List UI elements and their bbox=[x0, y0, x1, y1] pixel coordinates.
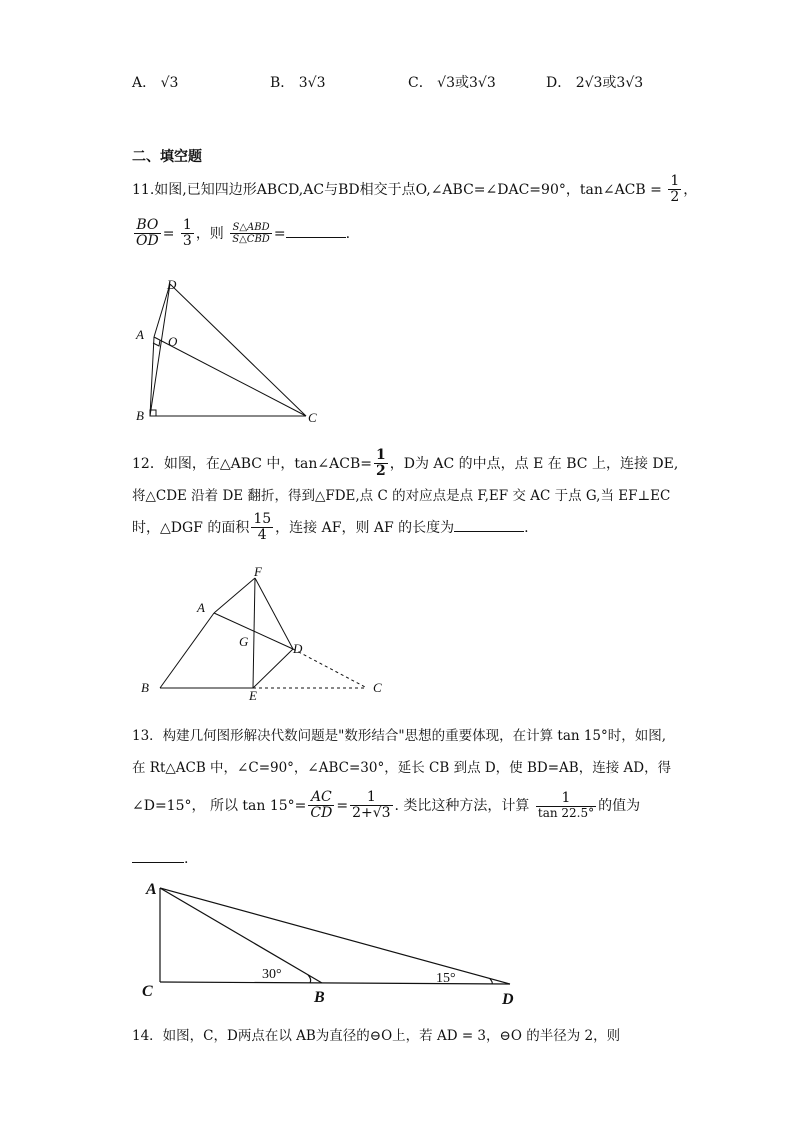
q13-text-a: ∠D=15°， 所以 tan 15°= bbox=[132, 797, 307, 814]
q12-area-fraction bbox=[251, 512, 273, 544]
q12-line2: 将△CDE 沿着 DE 翻折，得到△FDE,点 C 的对应点是点 F,EF 交 AC 于点 G,当 EF⊥EC bbox=[132, 488, 671, 504]
q12-text-a: 12．如图，在△ABC 中，tan∠ACB= bbox=[132, 455, 372, 472]
fig13-angle-30: 30° bbox=[262, 967, 282, 982]
fig13-label-c: C bbox=[142, 983, 153, 1000]
option-c-letter: C． bbox=[408, 75, 433, 91]
fig13-arc-15 bbox=[490, 979, 492, 984]
q12-area-den: 4 bbox=[257, 527, 267, 544]
option-a bbox=[132, 72, 178, 92]
q12-end: . bbox=[524, 519, 529, 536]
q11-od: OD bbox=[136, 233, 159, 250]
q13-line4 bbox=[132, 848, 188, 867]
option-a-value: √3 bbox=[160, 75, 179, 91]
q11-ratio-num: 1 bbox=[182, 217, 192, 233]
fig11-edge-dc bbox=[170, 284, 306, 416]
option-d-letter: D． bbox=[546, 75, 572, 91]
q12-area-num: 15 bbox=[253, 511, 272, 527]
figure-12 bbox=[135, 560, 395, 700]
fig12-label-b: B bbox=[141, 680, 149, 695]
fig13-edge-ab bbox=[160, 888, 322, 983]
figure-11 bbox=[130, 276, 330, 426]
q11-bo-od-fraction bbox=[134, 218, 161, 250]
q12-text-b: ，D为 AC 的中点，点 E 在 BC 上，连接 DE, bbox=[389, 455, 679, 472]
q11-text: 11.如图,已知四边形ABCD,AC与BD相交于点O,∠ABC=∠DAC=90°，tan∠ACB = bbox=[132, 181, 662, 198]
fig11-label-a: A bbox=[136, 327, 144, 342]
q11-ratio-den: 3 bbox=[182, 233, 192, 250]
option-b-value: 3√3 bbox=[298, 75, 326, 91]
q11-tan-fraction bbox=[668, 174, 681, 206]
q12-text-c: 时，△DGF 的面积 bbox=[132, 519, 250, 536]
q13-end: . bbox=[184, 851, 189, 867]
q11-ratio-fraction bbox=[181, 218, 194, 250]
q12-tan-fraction bbox=[374, 448, 388, 480]
q13-target-den: tan 22.5° bbox=[537, 806, 595, 821]
q12-answer-blank[interactable] bbox=[454, 517, 524, 532]
q11-tan-den: 2 bbox=[670, 189, 680, 206]
q13-eq: = bbox=[336, 797, 349, 814]
fig12-edge-af bbox=[214, 578, 255, 613]
q11-line2: $\frac{BO}{OD}$ = $\frac{1}{3}$ ，则 $\frac{\text{S△ABD}}{\text{S△CBD}}$ = . bbox=[136, 217, 351, 250]
fig12-label-f: F bbox=[254, 564, 262, 579]
fig11-label-b: B bbox=[136, 408, 144, 423]
q12-line1 bbox=[132, 448, 678, 480]
q13-ac-cd-fraction bbox=[308, 790, 334, 822]
fig13-label-a: A bbox=[146, 881, 157, 898]
fig11-label-d: D bbox=[167, 277, 177, 292]
fig13-label-b: B bbox=[314, 989, 325, 1006]
q13-target-num: 1 bbox=[536, 791, 596, 807]
q13-text-b: . 类比这种方法，计算 bbox=[394, 797, 530, 814]
q11-s-cbd: S△CBD bbox=[232, 234, 270, 246]
fig13-edge-ad bbox=[160, 888, 510, 984]
q13-two-root3: 2+√3 bbox=[352, 805, 391, 822]
q12-line3 bbox=[132, 512, 529, 544]
q11-line1: 11.如图,已知四边形ABCD,AC与BD相交于点O,∠ABC=∠DAC=90°，tan∠ACB = $\frac{1}{2}$ ， bbox=[132, 173, 698, 206]
option-b-letter: B． bbox=[270, 75, 295, 91]
q13-answer-blank[interactable] bbox=[132, 848, 184, 863]
q11-then: ，则 bbox=[195, 225, 224, 242]
q11-bo: BO bbox=[134, 218, 161, 234]
section-title: 二、填空题 bbox=[132, 149, 202, 165]
q11-end: . bbox=[345, 225, 351, 242]
figure-13 bbox=[138, 874, 528, 1010]
q13-ac: AC bbox=[308, 790, 334, 806]
q11-area-fraction bbox=[230, 222, 272, 245]
fig12-label-c: C bbox=[373, 680, 382, 695]
fig12-edge-fd bbox=[255, 578, 293, 649]
q13-result-fraction bbox=[350, 790, 392, 822]
q12-text-d: ，连接 AF，则 AF 的长度为 bbox=[275, 519, 455, 536]
fig12-edge-fe bbox=[253, 578, 255, 688]
fig11-label-o: O bbox=[168, 334, 178, 349]
q12-tan-num: 1 bbox=[375, 447, 386, 463]
option-b bbox=[270, 72, 326, 92]
option-c bbox=[408, 72, 496, 92]
q12-tan-den: 2 bbox=[375, 463, 386, 480]
option-d-value: 2√3或3√3 bbox=[575, 75, 644, 91]
fig12-label-e: E bbox=[249, 688, 257, 700]
q13-line1: 13．构建几何图形解决代数问题是"数形结合"思想的重要体现，在计算 tan 15°时，如图, bbox=[132, 728, 667, 744]
q13-cd: CD bbox=[310, 805, 333, 822]
fig13-edge-cd bbox=[160, 982, 510, 984]
fig12-label-g: G bbox=[239, 634, 249, 649]
q13-one: 1 bbox=[350, 790, 392, 806]
option-c-value: √3或3√3 bbox=[437, 75, 496, 91]
q13-target-fraction bbox=[536, 791, 596, 821]
fig13-angle-15: 15° bbox=[436, 971, 456, 986]
fig12-edge-de bbox=[253, 649, 293, 688]
fig12-edge-ba bbox=[160, 613, 214, 688]
q13-text-c: 的值为 bbox=[598, 797, 641, 814]
fig13-label-d: D bbox=[502, 991, 514, 1008]
q14-line1: 14．如图，C，D两点在以 AB为直径的⊖O上，若 AD = 3，⊖O 的半径为 2，则 bbox=[132, 1028, 621, 1044]
fig12-label-d: D bbox=[293, 641, 303, 656]
q13-line3 bbox=[132, 790, 640, 822]
q11-tan-num: 1 bbox=[670, 173, 680, 189]
q11-s-abd: S△ABD bbox=[230, 222, 272, 234]
option-d bbox=[546, 72, 643, 92]
option-a-letter: A． bbox=[132, 75, 157, 91]
q11-eq: = bbox=[273, 225, 286, 242]
q13-line2: 在 Rt△ACB 中，∠C=90°，∠ABC=30°，延长 CB 到点 D，使 BD=AB，连接 AD，得 bbox=[132, 760, 672, 776]
fig11-label-c: C bbox=[308, 410, 317, 425]
fig12-label-a: A bbox=[197, 600, 205, 615]
fig12-dashed-dc bbox=[293, 649, 367, 688]
q11-answer-blank[interactable] bbox=[286, 223, 346, 238]
